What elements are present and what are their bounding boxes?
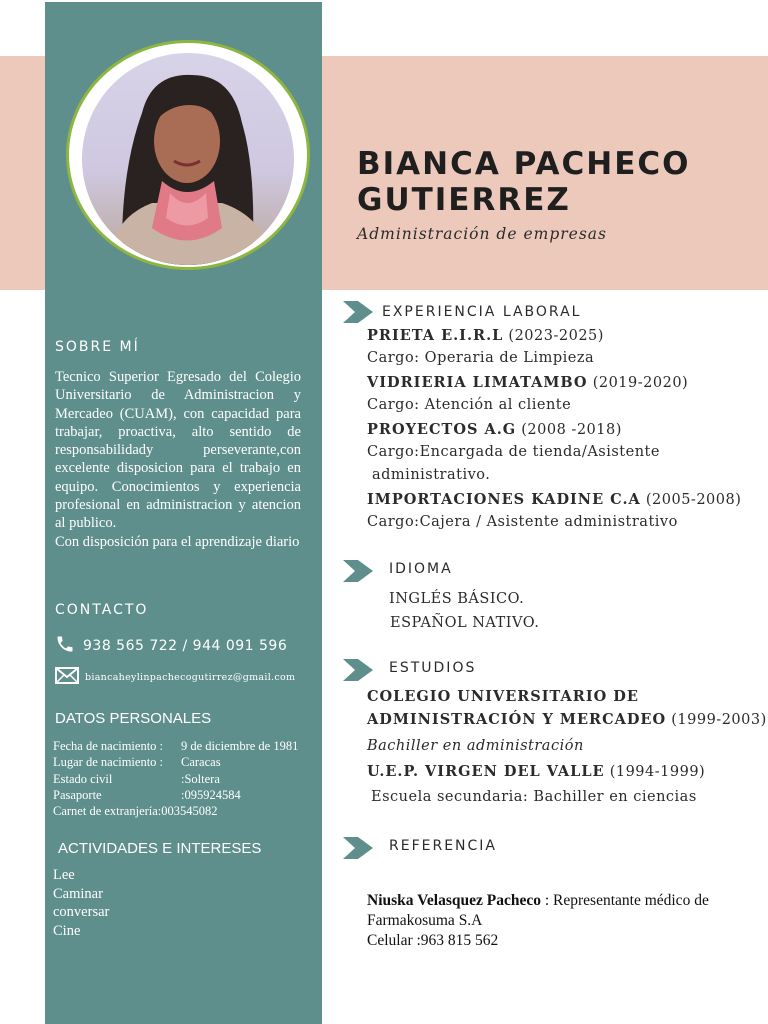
chevron-right-icon	[343, 560, 373, 582]
job-role: Cargo:Cajera / Asistente administrativo	[367, 514, 678, 530]
interest-item: Lee	[53, 867, 75, 883]
job-company: PRIETA E.I.R.L	[367, 327, 504, 344]
job-period: (2008 -2018)	[521, 422, 622, 438]
personal-row	[53, 803, 321, 819]
about-paragraph: Tecnico Superior Egresado del Colegio Universitario de Administracion y Mercadeo (CUAM), con capacidad para trabajar, proactiva, alto sentido de responsabilidady perseverante,con excelente disposicion para el trabajo en equipo. Conocimientos y experiencia profesional en administracion y atencion al publico.	[55, 369, 301, 532]
personal-row	[53, 754, 321, 770]
phone-row	[55, 634, 287, 658]
reference-phone: Celular :963 815 562	[367, 932, 499, 949]
reference-desc: : Representante médico de Farmakosuma S.A	[367, 892, 709, 929]
school-line	[367, 763, 705, 780]
personal-row	[53, 787, 321, 803]
school-name-line-2: ADMINISTRACIÓN Y MERCADEO	[367, 711, 667, 728]
personal-value: :095924584	[181, 787, 241, 802]
about-title: SOBRE MÍ	[55, 339, 140, 355]
personal-value: Caracas	[181, 755, 221, 770]
chevron-right-icon	[343, 659, 373, 681]
personal-label: Estado civil	[53, 771, 113, 786]
job-company: VIDRIERIA LIMATAMBO	[367, 374, 588, 391]
job-company: IMPORTACIONES KADINE C.A	[367, 491, 641, 508]
personal-label: Fecha de nacimiento :	[53, 739, 164, 753]
personal-row	[53, 738, 321, 754]
chevron-right-icon	[343, 301, 373, 323]
job-role: Cargo:Encargada de tienda/Asistente	[367, 444, 660, 460]
personal-label: Lugar de nacimiento :	[53, 755, 164, 770]
mail-icon	[55, 667, 85, 688]
interests-list	[53, 866, 109, 940]
personal-label: Pasaporte	[53, 787, 102, 802]
studies-title: ESTUDIOS	[389, 660, 477, 676]
about-paragraph-last: Con disposición para el aprendizaje diario	[55, 533, 300, 550]
interest-item: conversar	[53, 904, 110, 920]
interest-item: Cine	[53, 922, 81, 939]
school-name	[367, 688, 639, 705]
job-line	[367, 491, 741, 508]
contact-title: CONTACTO	[55, 602, 149, 618]
portrait-illustration	[82, 53, 294, 265]
about-text	[55, 368, 301, 551]
school-degree: Escuela secundaria: Bachiller en ciencias	[371, 789, 697, 805]
reference-block	[367, 891, 762, 951]
reference-title: REFERENCIA	[389, 838, 497, 854]
personal-value: 9 de diciembre de 1981	[181, 739, 299, 753]
phone-icon	[55, 634, 83, 658]
job-line	[367, 374, 688, 391]
languages-title: IDIOMA	[389, 561, 453, 577]
personal-value: :Soltera	[181, 771, 220, 786]
language-item: INGLÉS BÁSICO.	[389, 591, 525, 607]
interest-item: Caminar	[53, 885, 103, 902]
email-address[interactable]: biancaheylinpachecogutirrez@gmail.com	[85, 672, 296, 683]
reference-line	[367, 891, 762, 931]
profession-subtitle: Administración de empresas	[357, 225, 607, 243]
job-line	[367, 421, 622, 438]
profile-photo	[82, 53, 294, 265]
name-line-2: GUTIERREZ	[357, 182, 571, 218]
person-name	[357, 146, 690, 218]
name-line-1: BIANCA PACHECO	[357, 146, 691, 182]
school-period: (1994-1999)	[609, 764, 706, 780]
personal-label: Carnet de extranjería:	[53, 804, 162, 819]
job-company: PROYECTOS A.G	[367, 421, 517, 438]
school-name-line-1: COLEGIO UNIVERSITARIO DE	[367, 688, 639, 705]
job-period: (2019-2020)	[592, 375, 689, 391]
interests-title: ACTIVIDADES E INTERESES	[58, 840, 262, 857]
email-row	[55, 667, 295, 688]
chevron-right-icon	[343, 837, 373, 859]
language-item: ESPAÑOL NATIVO.	[390, 615, 540, 631]
job-period: (2005-2008)	[645, 492, 742, 508]
phone-number[interactable]: 938 565 722 / 944 091 596	[83, 638, 288, 654]
personal-row	[53, 771, 321, 787]
job-role: Cargo: Atención al cliente	[367, 397, 572, 413]
job-line	[367, 327, 604, 344]
reference-name: Niuska Velasquez Pacheco	[367, 892, 541, 909]
job-period: (2023-2025)	[508, 328, 604, 344]
personal-value: 003545082	[161, 804, 218, 819]
experience-title: EXPERIENCIA LABORAL	[382, 304, 582, 320]
job-role: Cargo: Operaria de Limpieza	[367, 350, 595, 366]
personal-data	[53, 738, 321, 819]
job-role-cont: administrativo.	[372, 467, 491, 483]
school-degree: Bachiller en administración	[367, 738, 584, 754]
school-period: (1999-2003)	[671, 712, 767, 728]
school-line	[367, 711, 767, 728]
school-name: U.E.P. VIRGEN DEL VALLE	[367, 763, 605, 780]
personal-title: DATOS PERSONALES	[55, 710, 212, 727]
